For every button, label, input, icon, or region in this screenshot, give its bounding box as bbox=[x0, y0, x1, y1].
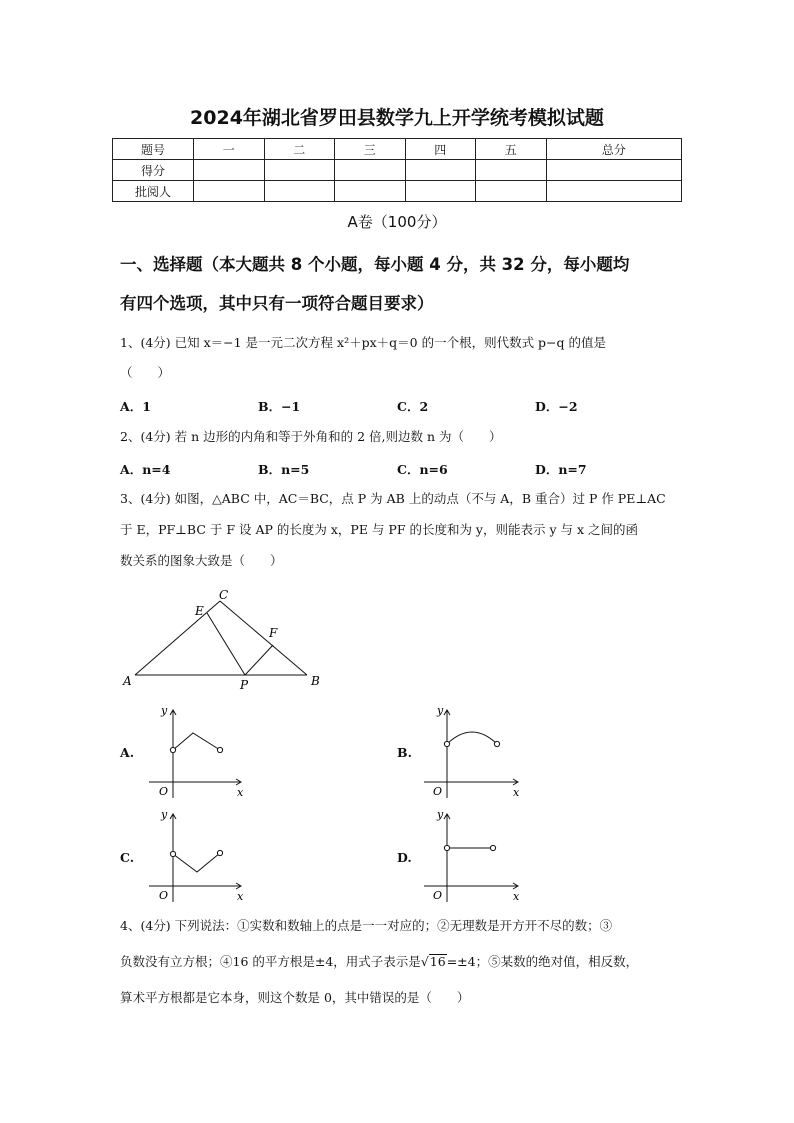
q4-stem-line3: 算术平方根都是它本身，则这个数是 0，其中错误的是（ ） bbox=[120, 990, 470, 1005]
q3-option-c-label[interactable]: C. bbox=[120, 850, 135, 865]
score-header-cell: 四 bbox=[405, 139, 476, 160]
vertex-b-label: B bbox=[311, 674, 320, 688]
sqrt-sign-icon: √ bbox=[420, 954, 429, 969]
score-header-cell: 三 bbox=[335, 139, 406, 160]
q3-option-d-label[interactable]: D. bbox=[397, 850, 412, 865]
q4-stem-line1: 4、(4分) 下列说法：①实数和数轴上的点是一一对应的；②无理数是开方开不尽的数；③ bbox=[120, 918, 613, 933]
score-header-cell: 总分 bbox=[546, 139, 682, 160]
x-axis-label: x bbox=[513, 786, 520, 799]
score-cell[interactable] bbox=[405, 160, 476, 181]
score-cell[interactable] bbox=[335, 160, 406, 181]
origin-label: O bbox=[433, 785, 443, 798]
q3-stem-line3: 数关系的图象大致是（ ） bbox=[120, 553, 283, 568]
q4-line2-pre: 负数没有立方根；④16 的平方根是±4，用式子表示是 bbox=[120, 954, 421, 969]
q3-stem-line1: 3、(4分) 如图，△ABC 中，AC＝BC，点 P 为 AB 上的动点（不与 A，B 重合）过 P 作 PE⊥AC bbox=[120, 491, 666, 506]
q4-stem-line2 bbox=[120, 947, 680, 977]
score-header-cell: 二 bbox=[264, 139, 335, 160]
score-cell[interactable] bbox=[476, 160, 547, 181]
part1-heading-line2: 有四个选项，其中只有一项符合题目要求） bbox=[120, 294, 434, 313]
x-axis-label: x bbox=[513, 890, 520, 903]
y-axis-label: y bbox=[161, 704, 168, 717]
grader-cell[interactable] bbox=[546, 181, 682, 202]
origin-label: O bbox=[159, 785, 169, 798]
point-f-label: F bbox=[269, 626, 278, 640]
q3-option-a-label[interactable]: A. bbox=[120, 745, 135, 760]
vertex-a-label: A bbox=[123, 674, 132, 688]
graph-b[interactable] bbox=[420, 702, 530, 802]
vertex-c-label: C bbox=[219, 588, 229, 602]
grader-cell[interactable] bbox=[335, 181, 406, 202]
graph-d[interactable] bbox=[420, 806, 530, 906]
graph-c[interactable] bbox=[145, 806, 255, 906]
score-row-label: 得分 bbox=[113, 160, 194, 181]
score-cell[interactable] bbox=[264, 160, 335, 181]
q3-option-b-label[interactable]: B. bbox=[397, 745, 412, 760]
y-axis-label: y bbox=[161, 808, 168, 821]
x-axis-label: x bbox=[237, 786, 244, 799]
point-e-label: E bbox=[195, 604, 204, 618]
q2-option-d[interactable]: D．n=7 bbox=[535, 462, 587, 477]
grader-cell[interactable] bbox=[264, 181, 335, 202]
q1-option-d[interactable]: D．−2 bbox=[535, 399, 578, 414]
point-p-label: P bbox=[240, 678, 249, 692]
page-title: 2024年湖北省罗田县数学九上开学统考模拟试题 bbox=[190, 107, 604, 129]
q2-option-c[interactable]: C．n=6 bbox=[397, 462, 448, 477]
score-table bbox=[112, 138, 682, 202]
q1-stem-line1: 1、(4分) 已知 x＝−1 是一元二次方程 x²＋px＋q＝0 的一个根，则代数式 p−q 的值是 bbox=[120, 335, 606, 350]
score-header-cell: 五 bbox=[476, 139, 547, 160]
q3-stem-line2: 于 E，PF⊥BC 于 F 设 AP 的长度为 x，PE 与 PF 的长度和为 y，则能表示 y 与 x 之间的函 bbox=[120, 522, 639, 537]
score-cell[interactable] bbox=[194, 160, 265, 181]
graph-a[interactable] bbox=[145, 702, 255, 802]
q2-option-a[interactable]: A．n=4 bbox=[120, 462, 171, 477]
score-row bbox=[113, 160, 682, 181]
y-axis-label: y bbox=[437, 704, 444, 717]
origin-label: O bbox=[433, 889, 443, 902]
grader-row-label: 批阅人 bbox=[113, 181, 194, 202]
y-axis-label: y bbox=[437, 808, 444, 821]
q1-stem-line2: （ ） bbox=[120, 365, 171, 380]
q1-option-c[interactable]: C．2 bbox=[397, 399, 429, 414]
x-axis-label: x bbox=[237, 890, 244, 903]
q2-stem: 2、(4分) 若 n 边形的内角和等于外角和的 2 倍,则边数 n 为（ ） bbox=[120, 429, 502, 444]
part1-heading-line1: 一、选择题（本大题共 8 个小题，每小题 4 分，共 32 分，每小题均 bbox=[120, 255, 630, 274]
section-a-heading: A卷（100分） bbox=[347, 213, 447, 231]
score-header-cell: 一 bbox=[194, 139, 265, 160]
grader-cell[interactable] bbox=[476, 181, 547, 202]
grader-cell[interactable] bbox=[194, 181, 265, 202]
score-cell[interactable] bbox=[546, 160, 682, 181]
q4-line2-post: =±4；⑤某数的绝对值，相反数， bbox=[446, 954, 639, 969]
q2-option-b[interactable]: B．n=5 bbox=[258, 462, 310, 477]
sqrt-radicand: 16 bbox=[429, 954, 446, 969]
triangle-figure bbox=[115, 585, 335, 695]
score-header-cell: 题号 bbox=[113, 139, 194, 160]
q1-option-a[interactable]: A．1 bbox=[120, 399, 151, 414]
q1-option-b[interactable]: B．−1 bbox=[258, 399, 301, 414]
grader-cell[interactable] bbox=[405, 181, 476, 202]
origin-label: O bbox=[159, 889, 169, 902]
score-table-header-row bbox=[113, 139, 682, 160]
grader-row bbox=[113, 181, 682, 202]
